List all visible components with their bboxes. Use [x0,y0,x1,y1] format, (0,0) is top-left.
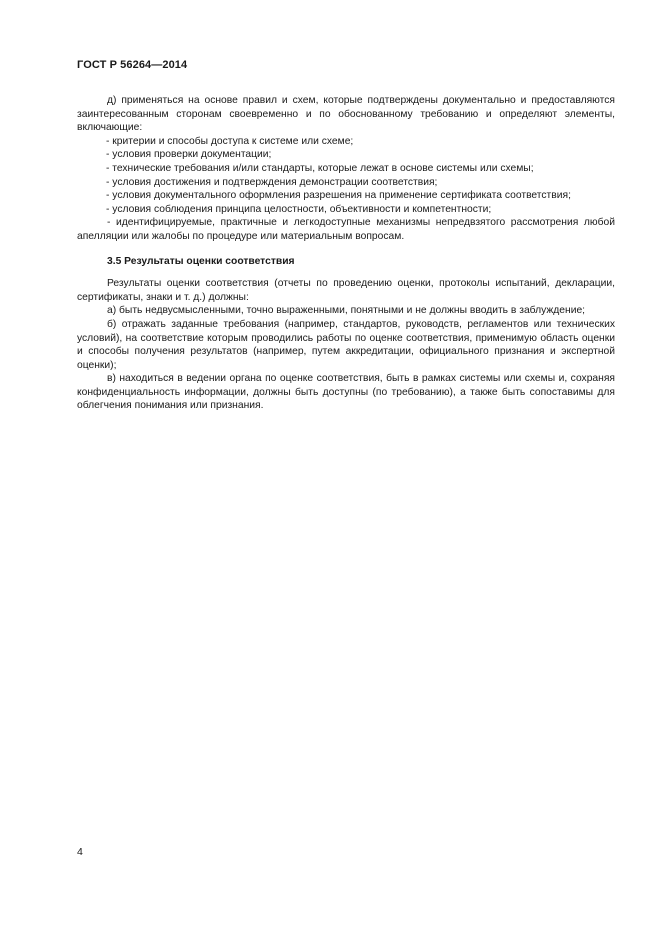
section-heading-3-5: 3.5 Результаты оценки соответствия [107,255,295,267]
list-item: - условия документального оформления разрешения на применение сертификата соответствия; [106,190,571,202]
list-item: - технические требования и/или стандарты, которые лежат в основе системы или схемы; [106,162,534,174]
list-item: - условия проверки документации; [106,149,272,161]
paragraph-item-v: в) находиться в ведении органа по оценке соответствия, быть в рамках системы или схемы и, сохраняя конфиденциальность информации, должны быть доступны (по требованию), а также быть сопоставимы для облегчения понимания или признания. [77,373,615,412]
paragraph-intro-3-5: Результаты оценки соответствия (отчеты по проведению оценки, протоколы испытаний, декларации, сертификаты, знаки и т. д.) должны: [77,278,615,303]
page-number: 4 [77,846,83,858]
document-body [77,94,615,413]
paragraph-d: д) применяться на основе правил и схем, которые подтверждены документально и предоставляются заинтересованным сторонам своевременно и по обоснованному требованию и определяют элементы, включающие: [77,95,615,134]
paragraph-item-a: а) быть недвусмысленными, точно выраженными, понятными и не должны вводить в заблуждение; [107,305,586,317]
list-item: - идентифицируемые, практичные и легкодоступные механизмы непредвзятого рассмотрения любой апелляции или жалобы по процедуре или материальным вопросам. [77,217,615,242]
list-item: - критерии и способы доступа к системе или схеме; [106,135,354,147]
document-code-header: ГОСТ Р 56264—2014 [77,59,188,71]
paragraph-item-b: б) отражать заданные требования (например, стандартов, руководств, регламентов или технических условий), на соответствие которым проводились работы по оценке соответствия, применимую область оценки и способы получения результатов (например, путем аккредитации, официального признания и экспертной оценки); [77,318,615,371]
list-item: - условия соблюдения принципа целостности, объективности и компетентности; [106,203,492,215]
list-item: - условия достижения и подтверждения демонстрации соответствия; [106,176,438,188]
